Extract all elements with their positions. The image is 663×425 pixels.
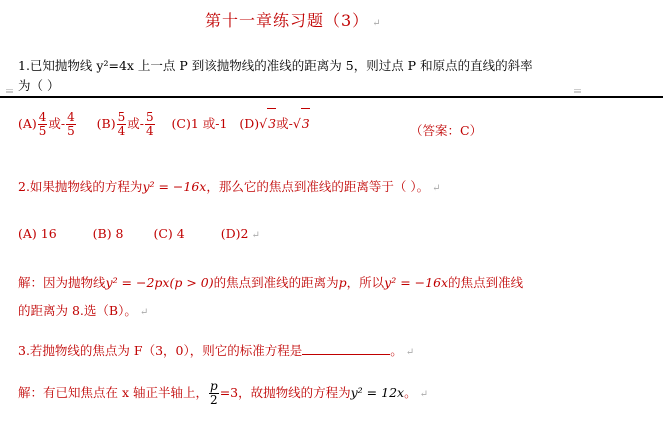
option-b-label: (B) (96, 116, 116, 131)
solution-2-prefix: 解：因为抛物线 (18, 275, 106, 290)
solution-2-conclusion: 的距离为 8.选（B）。 (18, 303, 137, 318)
solution-3-prefix: 解：有已知焦点在 x 轴正半轴上， (18, 385, 208, 400)
solution-3-mid: =3，故抛物线的方程为 (219, 385, 351, 400)
option-d-radicand-2: 3 (301, 108, 310, 139)
paragraph-mark-icon: ↵ (251, 230, 260, 241)
question-3-suffix: 。 (390, 343, 403, 358)
solution-3-suffix: 。 (404, 385, 417, 400)
solution-3 (18, 376, 428, 412)
question-2-prefix: 2.如果抛物线的方程为 (18, 179, 143, 194)
divider-line (0, 96, 663, 98)
page-title (205, 8, 382, 31)
paragraph-mark-icon: ↵ (139, 307, 149, 318)
q2-option-d: (D)2 (220, 226, 249, 241)
option-b-or: 或- (127, 116, 144, 131)
solution-2-p: p (338, 275, 347, 290)
question-2-options (18, 226, 260, 241)
question-1-line-1: 1.已知抛物线 y²=4x 上一点 P 到该抛物线的准线的距离为 5，则过点 P 和原点的直线的斜率 (18, 58, 533, 73)
solution-2-line-1 (18, 273, 523, 291)
option-c: (C)1 或-1 (171, 116, 228, 131)
answer-blank (302, 342, 390, 355)
solution-2-suffix: 的焦点到准线 (448, 275, 524, 290)
solution-2-equation-2: y² = −16x (384, 275, 449, 290)
q2-option-a: (A) 16 (18, 226, 57, 241)
question-2-suffix: ，那么它的焦点到准线的距离等于（ ）。 (206, 179, 430, 194)
paragraph-mark-icon: ↵ (372, 18, 382, 29)
solution-2-equation-1: y² = −2px(p > 0) (105, 275, 214, 290)
solution-3-fraction: $\frac{p}{2}$ (210, 379, 218, 407)
q2-option-c: (C) 4 (153, 226, 185, 241)
option-a-label: (A) (18, 116, 37, 131)
title-text: 第十一章练习题（3） (205, 11, 370, 30)
option-a-or: 或- (48, 116, 66, 131)
solution-2-line-2 (18, 301, 148, 319)
question-3-text: 3.若抛物线的焦点为 F（3，0），则它的标准方程是 (18, 343, 303, 358)
solution-2-mid: 的焦点到准线的距离为 (213, 275, 339, 290)
paragraph-mark-icon: ↵ (405, 347, 415, 358)
option-a-fraction-2: $\frac{4}{5}$ (67, 110, 75, 138)
question-1-options (18, 108, 310, 139)
question-3 (18, 341, 414, 359)
q2-option-b: (B) 8 (92, 226, 124, 241)
option-d-radicand-1: 3 (267, 108, 276, 139)
question-1-line-2: 为（ ） (18, 78, 60, 93)
sqrt-symbol-icon: √ (292, 116, 301, 131)
paragraph-mark-icon: ↵ (419, 389, 428, 400)
option-b-fraction-2: $\frac{5}{4}$ (146, 110, 154, 138)
crop-mark-left-icon (6, 89, 13, 96)
solution-3-equation: y² = 12x (350, 385, 405, 400)
option-d-label: (D) (239, 116, 260, 131)
paragraph-mark-icon: ↵ (432, 183, 441, 194)
option-a-fraction-1: $\frac{4}{5}$ (38, 110, 47, 138)
option-b-fraction-1: $\frac{5}{4}$ (117, 110, 126, 138)
solution-2-mid2: ，所以 (346, 275, 385, 290)
question-1-answer: （答案：C） (410, 123, 483, 138)
crop-mark-right-icon (574, 89, 581, 96)
question-2 (18, 177, 441, 195)
sqrt-symbol-icon: √ (259, 116, 268, 131)
question-2-equation: y² = −16x (142, 179, 207, 194)
option-d-or: 或- (276, 116, 293, 131)
